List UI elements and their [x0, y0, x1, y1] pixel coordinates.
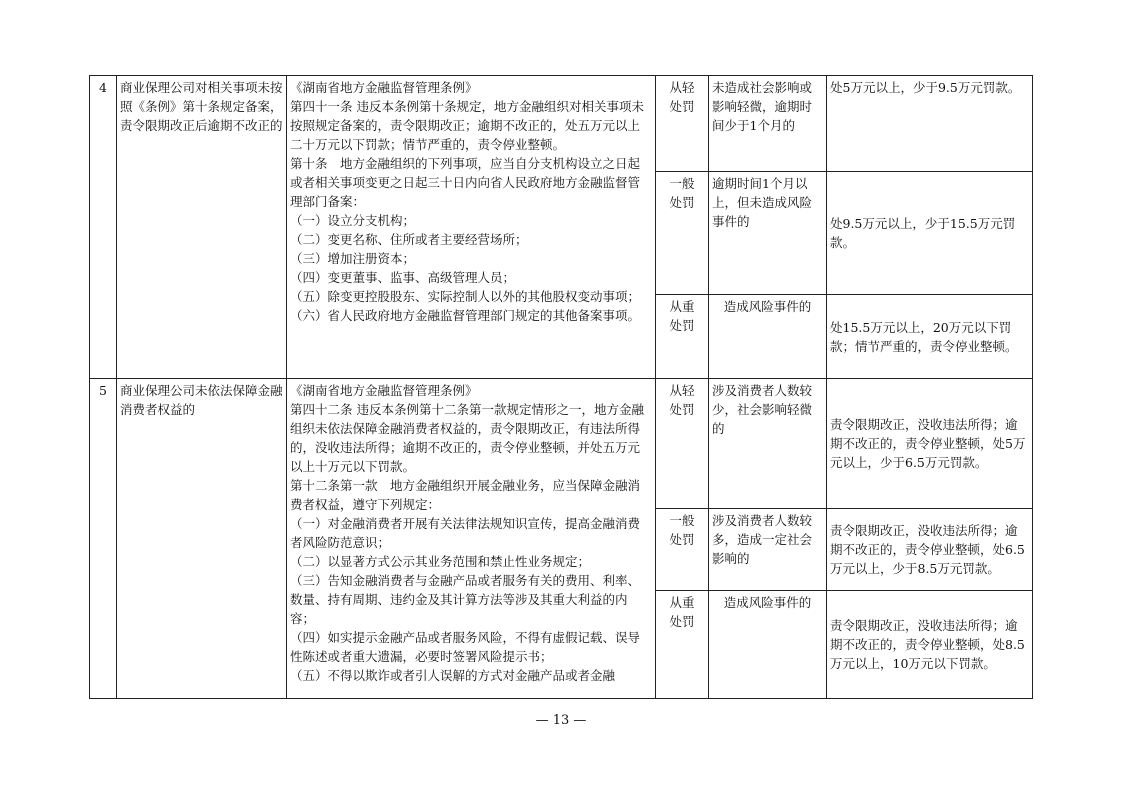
basis-line: 第四十二条 违反本条例第十二条第一款规定情形之一，地方金融组织未依法保障金融消费者权益的，责令限期改正，有违法所得的，没收违法所得；逾期不改正的，责令停业整顿，并处五万元以上十万元以下罚款。 [290, 402, 644, 474]
basis-line: 第四十一条 违反本条例第十条规定，地方金融组织对相关事项未按照规定备案的，责令限期改正；逾期不改正的，处五万元以上二十万元以下罚款；情节严重的，责令停业整顿。 [290, 99, 644, 152]
penalty-condition: 逾期时间1个月以上，但未造成风险事件的 [709, 172, 827, 295]
penalty-measure: 责令限期改正，没收违法所得；逾期不改正的，责令停业整顿，处5万元以上，少于6.5万元罚款。 [827, 379, 1033, 509]
basis-line: （四）变更董事、监事、高级管理人员； [290, 270, 516, 285]
basis-line: （二）变更名称、住所或者主要经营场所； [290, 232, 528, 247]
row-number: 5 [90, 379, 117, 699]
basis-line: （四）如实提示金融产品或者服务风险，不得有虚假记载、误导性陈述或者重大遗漏，必要时签署风险提示书； [290, 630, 641, 664]
penalty-condition: 未造成社会影响或影响轻微，逾期时间少于1个月的 [709, 76, 827, 172]
regulation-table [89, 75, 1033, 699]
basis-line: （一）对金融消费者开展有关法律法规知识宣传，提高金融消费者风险防范意识； [290, 516, 641, 550]
basis-line: （二）以显著方式公示其业务范围和禁止性业务规定； [290, 554, 591, 569]
penalty-measure: 责令限期改正，没收违法所得；逾期不改正的，责令停业整顿，处6.5万元以上，少于8.5万元罚款。 [827, 509, 1033, 591]
penalty-condition: 涉及消费者人数较多，造成一定社会影响的 [709, 509, 827, 591]
page-number: — 13 — [535, 713, 587, 728]
penalty-condition: 造成风险事件的 [709, 295, 827, 379]
penalty-condition: 造成风险事件的 [709, 591, 827, 699]
row-number: 4 [90, 76, 117, 379]
legal-basis [287, 76, 656, 379]
basis-line: 第十条 地方金融组织的下列事项，应当自分支机构设立之日起或者相关事项变更之日起三十日内向省人民政府地方金融监督管理部门备案： [290, 156, 641, 209]
basis-line: （六）省人民政府地方金融监督管理部门规定的其他备案事项。 [290, 308, 641, 323]
penalty-measure: 处5万元以上，少于9.5万元罚款。 [827, 76, 1033, 172]
basis-line: （三）告知金融消费者与金融产品或者服务有关的费用、利率、数量、持有周期、违约金及其计算方法等涉及其重大利益的内容； [290, 573, 641, 626]
table-row [90, 379, 1033, 509]
basis-line: 第十二条第一款 地方金融组织开展金融业务，应当保障金融消费者权益，遵守下列规定： [290, 478, 641, 512]
penalty-level: 从重 处罚 [656, 591, 709, 699]
penalty-level: 从轻 处罚 [656, 379, 709, 509]
penalty-condition: 涉及消费者人数较少，社会影响轻微的 [709, 379, 827, 509]
basis-line: （一）设立分支机构； [290, 213, 416, 228]
violation-description: 商业保理公司对相关事项未按照《条例》第十条规定备案，责令限期改正后逾期不改正的 [117, 76, 287, 379]
penalty-level: 一般 处罚 [656, 172, 709, 295]
basis-line: 《湖南省地方金融监督管理条例》 [290, 383, 478, 398]
penalty-level: 一般 处罚 [656, 509, 709, 591]
basis-line: 《湖南省地方金融监督管理条例》 [290, 80, 478, 95]
basis-line: （三）增加注册资本； [290, 251, 416, 266]
legal-basis [287, 379, 656, 699]
penalty-measure: 责令限期改正，没收违法所得；逾期不改正的，责令停业整顿，处8.5万元以上，10万元以下罚款。 [827, 591, 1033, 699]
penalty-level: 从重 处罚 [656, 295, 709, 379]
penalty-measure: 处9.5万元以上，少于15.5万元罚款。 [827, 172, 1033, 295]
penalty-level: 从轻 处罚 [656, 76, 709, 172]
violation-description: 商业保理公司未依法保障金融消费者权益的 [117, 379, 287, 699]
basis-line: （五）除变更控股股东、实际控制人以外的其他股权变动事项； [290, 289, 641, 304]
table-row [90, 76, 1033, 172]
basis-line: （五）不得以欺诈或者引人误解的方式对金融产品或者金融 [290, 668, 616, 683]
penalty-measure: 处15.5万元以上，20万元以下罚款；情节严重的，责令停业整顿。 [827, 295, 1033, 379]
